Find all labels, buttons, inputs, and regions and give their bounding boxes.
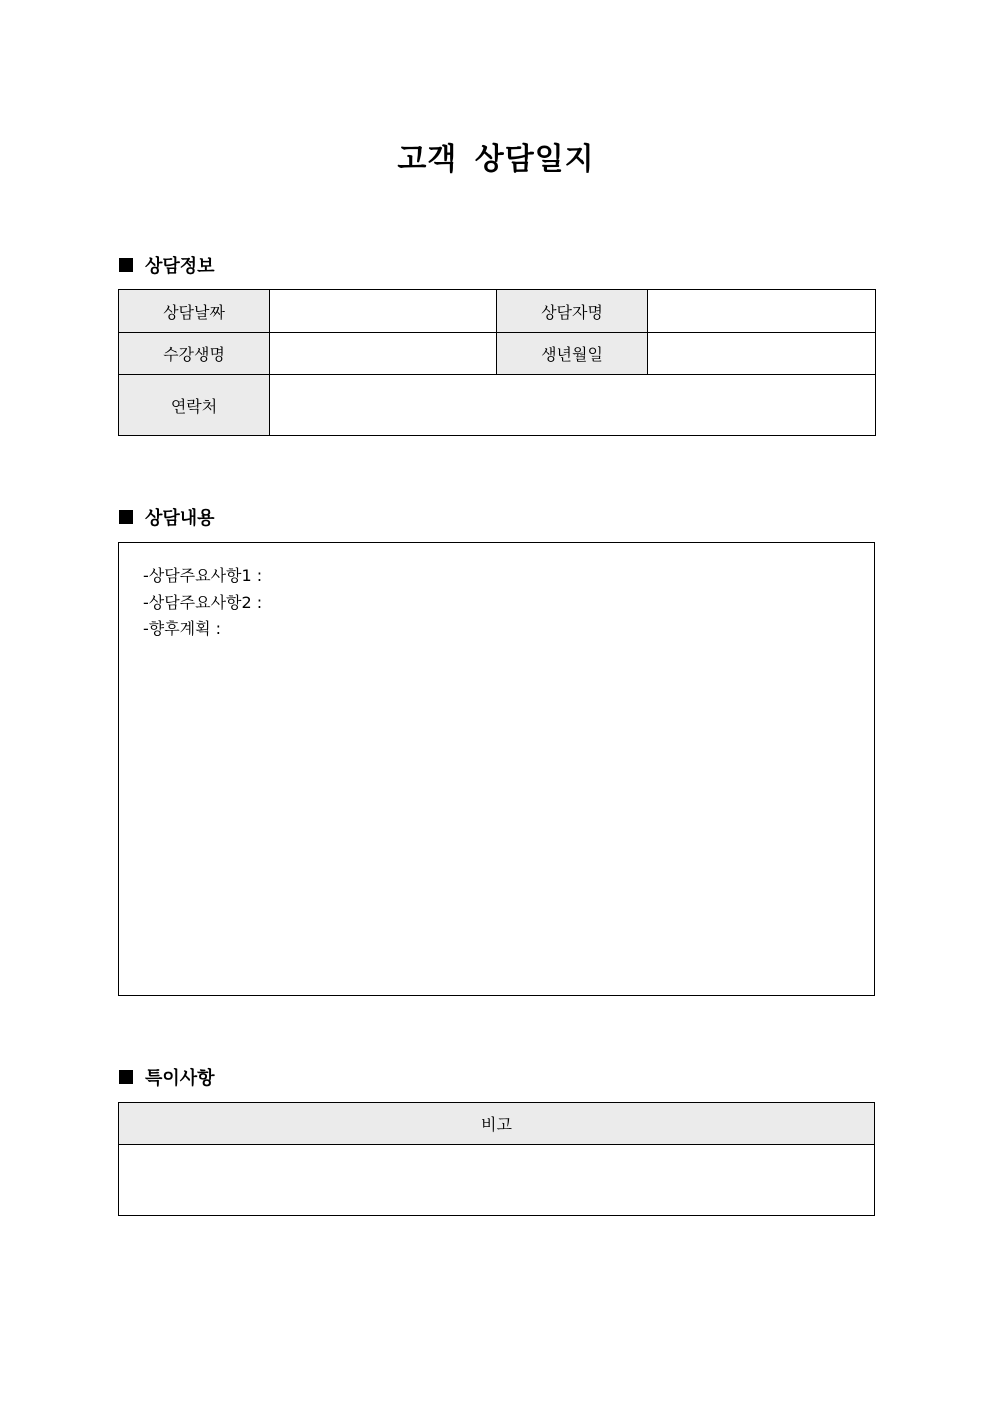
special-notes-table <box>118 1102 875 1216</box>
consultant-name-field[interactable] <box>648 290 876 333</box>
section-heading-info <box>119 253 215 277</box>
birthdate-label: 생년월일 <box>497 333 648 375</box>
remarks-field[interactable] <box>119 1145 875 1216</box>
remarks-label: 비고 <box>119 1103 875 1145</box>
consultation-info-table <box>118 289 876 436</box>
section-heading-notes-label: 특이사항 <box>145 1068 215 1089</box>
consult-date-label: 상담날짜 <box>119 290 270 333</box>
square-bullet-icon <box>119 1070 133 1084</box>
student-name-field[interactable] <box>270 333 497 375</box>
section-heading-content-label: 상담내용 <box>145 508 215 529</box>
consultation-content-box[interactable] <box>118 542 875 996</box>
section-heading-info-label: 상담정보 <box>145 256 215 277</box>
student-name-label: 수강생명 <box>119 333 270 375</box>
contact-field[interactable] <box>270 375 876 436</box>
contact-label: 연락처 <box>119 375 270 436</box>
section-heading-notes <box>119 1065 215 1089</box>
consult-date-field[interactable] <box>270 290 497 333</box>
section-heading-content <box>119 505 215 529</box>
square-bullet-icon <box>119 510 133 524</box>
consultant-name-label: 상담자명 <box>497 290 648 333</box>
content-line-future-plan: -향후계획 : <box>143 619 222 638</box>
square-bullet-icon <box>119 258 133 272</box>
birthdate-field[interactable] <box>648 333 876 375</box>
content-line-main-point-2: -상담주요사항2 : <box>143 592 263 612</box>
content-line-main-point-1: -상담주요사항1 : <box>143 566 263 585</box>
page-title: 고객 상담일지 <box>397 142 595 177</box>
